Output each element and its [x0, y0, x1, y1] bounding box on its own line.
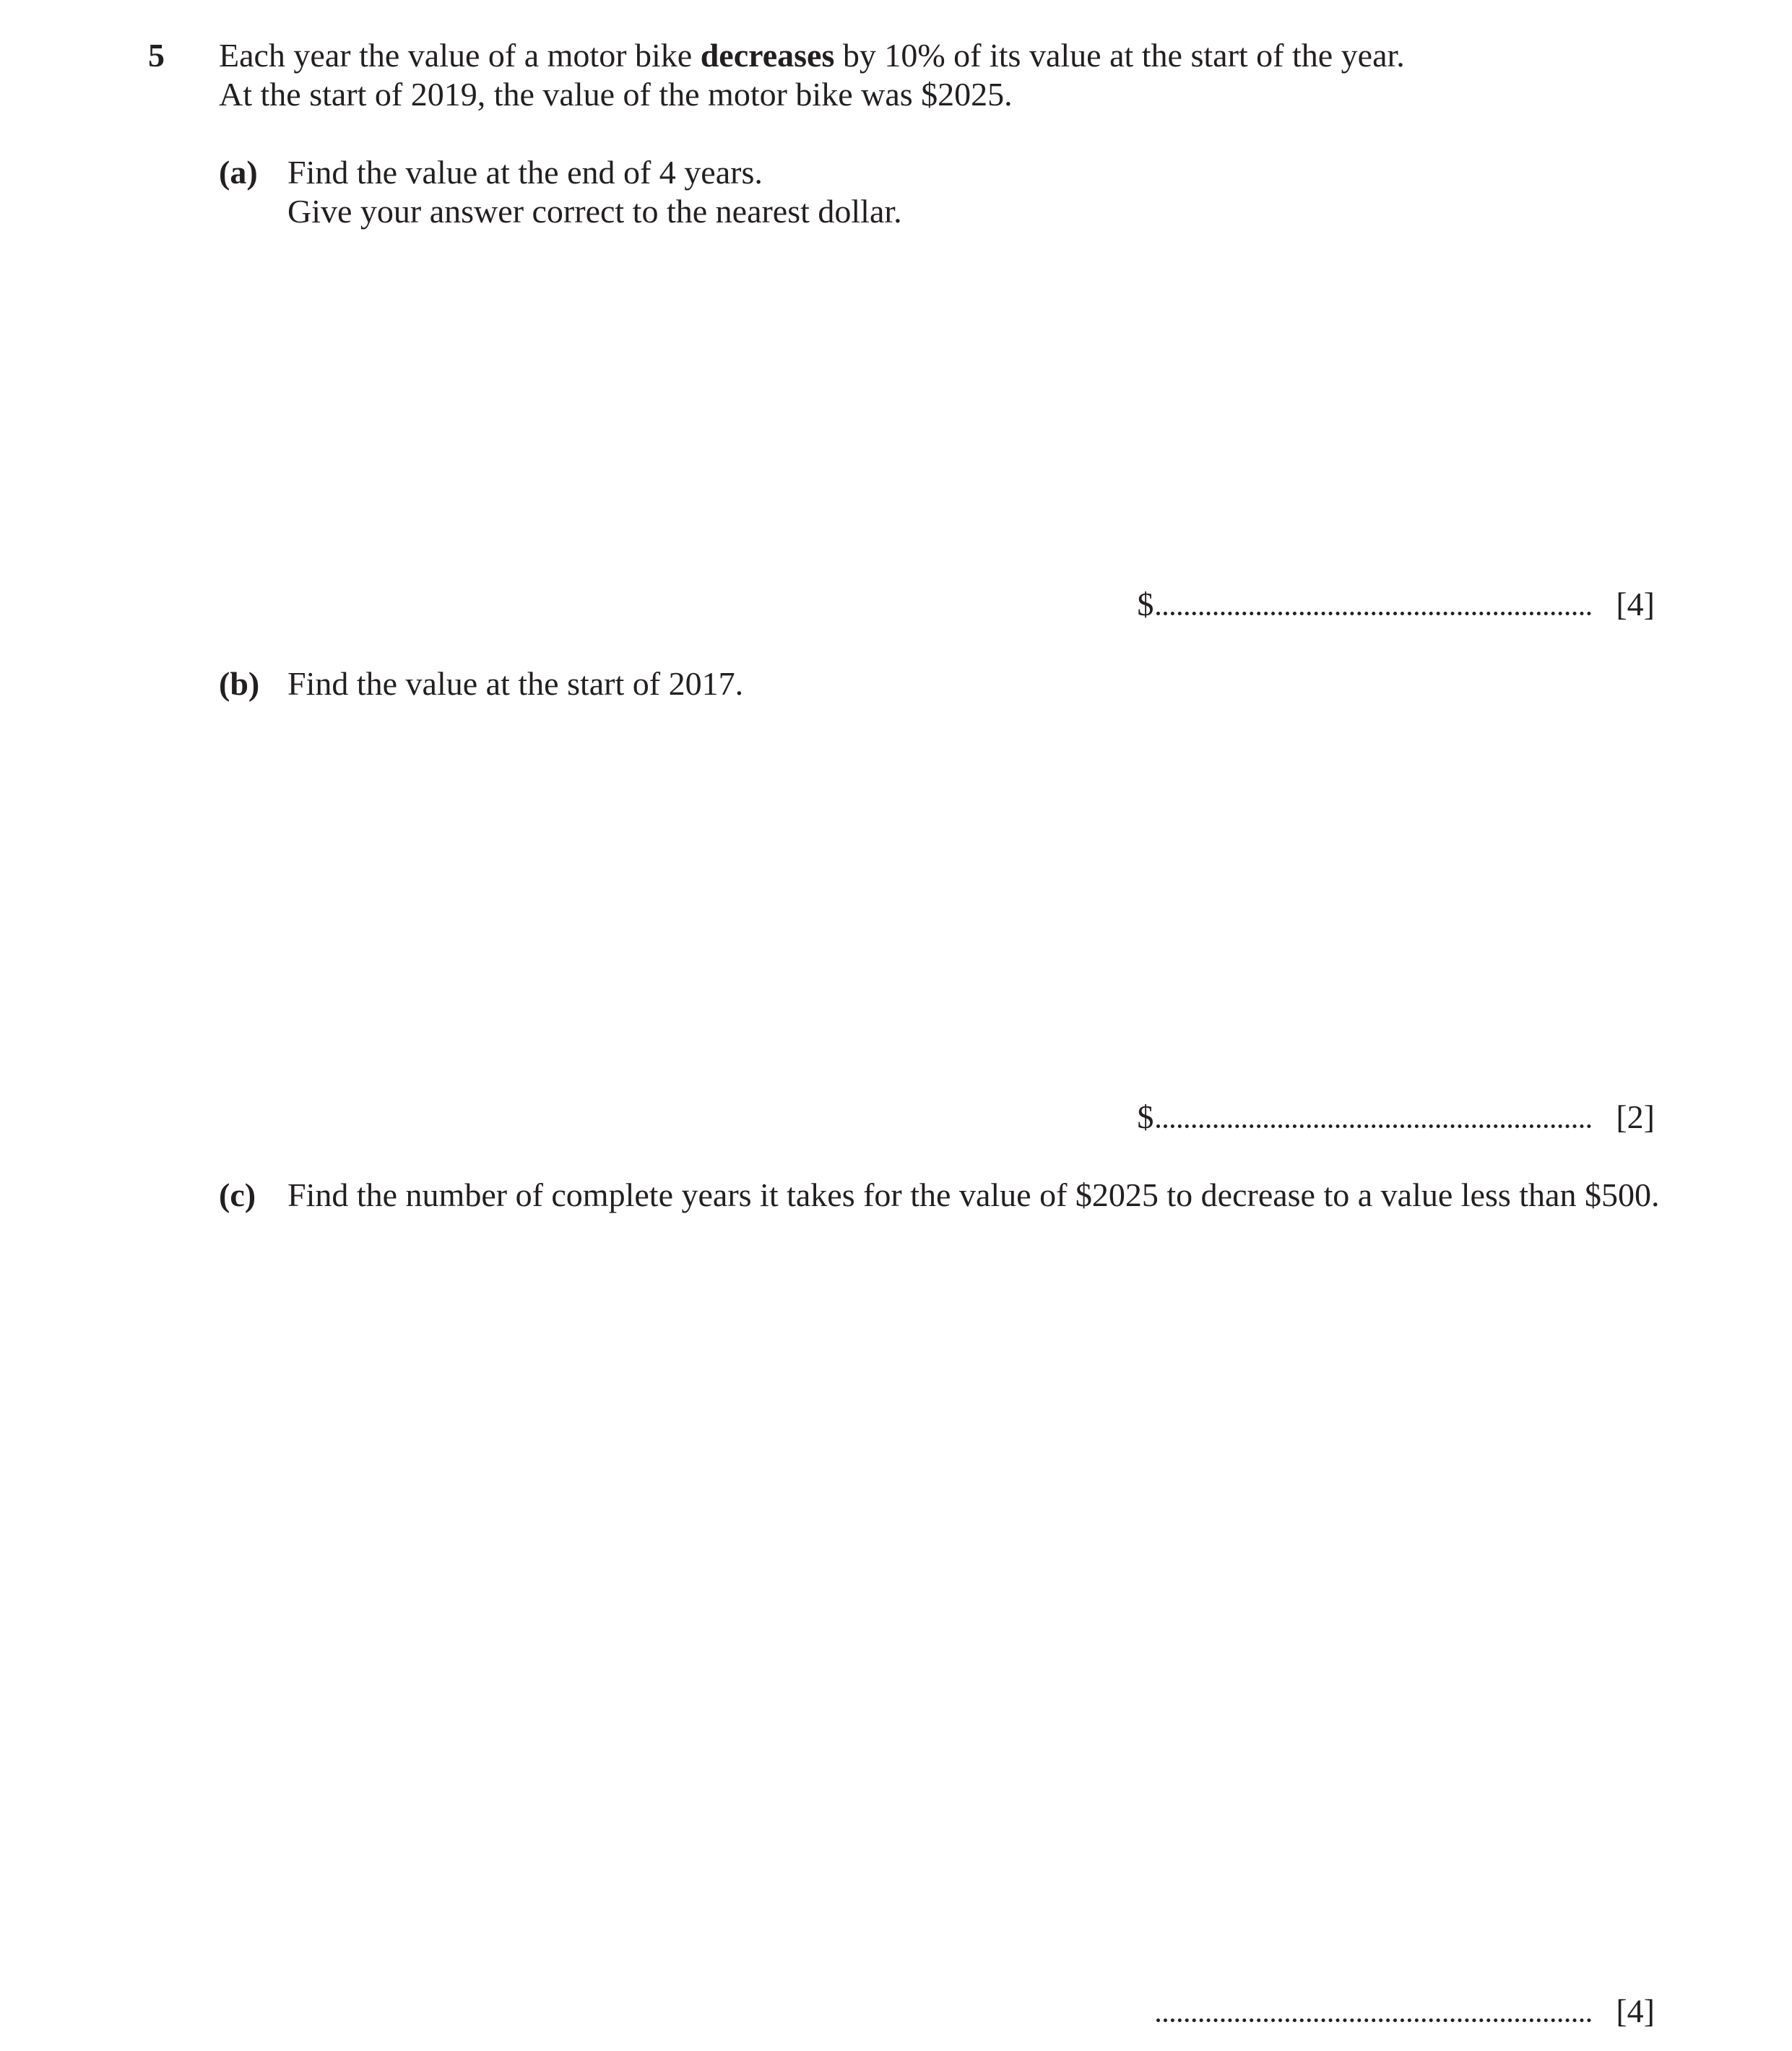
stem-text-after: by 10% of its value at the start of the year.	[834, 37, 1405, 74]
part-b-answer-field[interactable]	[1156, 1120, 1591, 1128]
part-a-marks: [4]	[1616, 586, 1655, 623]
part-a-text-line-1: Find the value at the end of 4 years.	[287, 154, 763, 191]
part-b-text-line-1: Find the value at the start of 2017.	[287, 665, 744, 702]
part-c-marks: [4]	[1616, 1993, 1655, 2029]
part-b-dollar-sign: $	[1137, 1098, 1154, 1135]
part-a-answer-field[interactable]	[1156, 607, 1591, 615]
part-b-marks: [2]	[1616, 1098, 1655, 1135]
part-a-label: (a)	[219, 154, 258, 191]
part-c-answer-line	[1156, 1992, 1655, 2031]
stem-text-before: Each year the value of a motor bike	[219, 37, 701, 74]
part-a-text-line-2: Give your answer correct to the nearest dollar.	[287, 193, 902, 230]
part-b-label: (b)	[219, 665, 260, 702]
part-b-answer-line	[1137, 1098, 1655, 1137]
question-stem-line-2: At the start of 2019, the value of the motor bike was $2025.	[219, 76, 1013, 113]
part-c-answer-field[interactable]	[1156, 2014, 1591, 2022]
part-a-dollar-sign: $	[1137, 586, 1154, 623]
part-c-text-line-1: Find the number of complete years it takes for the value of $2025 to decrease to a value less than $500.	[287, 1176, 1660, 1213]
question-number: 5	[148, 37, 165, 74]
part-a-answer-line	[1137, 585, 1655, 624]
question-stem-line-1	[219, 36, 1405, 75]
stem-bold-word: decreases	[700, 37, 835, 74]
part-c-label: (c)	[219, 1176, 256, 1213]
